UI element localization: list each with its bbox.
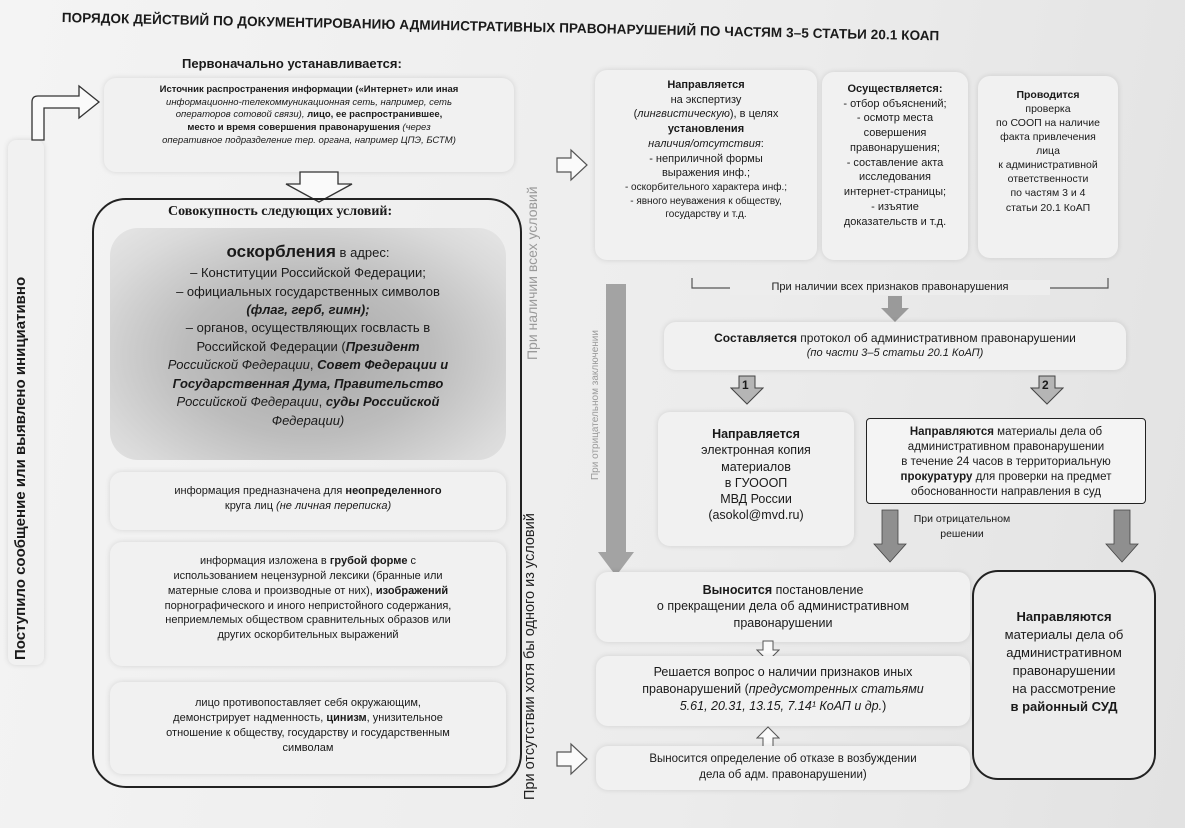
protocol-l1a: Составляется — [714, 331, 797, 345]
insult-box — [110, 228, 506, 460]
court-l6: в районный СУД — [1010, 698, 1118, 714]
all-signs-label: При наличии всех признаков правонарушения — [730, 280, 1050, 295]
expertise-l6: - неприличной формы — [649, 152, 763, 165]
insult-item7: Государственная Дума, Правительство — [172, 375, 444, 391]
court-l1: Направляются — [1016, 609, 1112, 624]
prosecutor-l5: обоснованности направления в суд — [910, 485, 1102, 498]
all-conditions-label: При наличии всех условий — [524, 186, 540, 360]
check-l5: к административной — [998, 159, 1098, 172]
diagram-title: ПОРЯДОК ДЕЙСТВИЙ ПО ДОКУМЕНТИРОВАНИЮ АДМИНИСТРАТИВНЫХ ПРАВОНАРУШЕНИЙ ПО ЧАСТЯМ 3–5 СТАТЬИ 20.1 КОАП — [61, 10, 940, 44]
insult-item9: Федерации) — [271, 412, 345, 428]
copy-l6: (asokol@mvd.ru) — [708, 508, 804, 523]
actions-header: Осуществляется: — [847, 83, 943, 95]
court-l3: административном — [1006, 644, 1122, 660]
insult-title: оскорбления — [226, 242, 336, 261]
cond3-f: изображений — [375, 584, 449, 597]
cond4-d: , унизительное — [366, 711, 443, 724]
protocol-l2: (по части 3–5 статьи 20.1 КоАП) — [806, 347, 984, 360]
prosecutor-box — [866, 418, 1146, 504]
copy-l5: МВД России — [720, 492, 792, 506]
cond2-a: информация предназначена для — [174, 485, 346, 497]
cond3-b: грубой форме — [329, 555, 408, 567]
negative-conclusion-label: При отрицательном заключении — [590, 330, 601, 480]
actions-l5: - составление акта — [846, 156, 944, 169]
insult-item5a: Российской Федерации ( — [196, 338, 346, 354]
insult-item8a: Российской Федерации — [176, 394, 319, 410]
condition-audience-box — [110, 472, 506, 530]
other-l3b: ) — [882, 698, 887, 713]
actions-l1: - отбор объяснений; — [843, 97, 947, 110]
termination-l1b: постановление — [772, 583, 864, 597]
cond4-c: цинизм — [326, 711, 367, 724]
initial-line3: операторов сотовой связи), — [175, 109, 305, 121]
other-l3: 5.61, 20.31, 13.15, 7.14¹ КоАП и др. — [679, 698, 883, 713]
cond3-a: информация изложена в — [199, 555, 330, 567]
down-arrow-icon — [1104, 508, 1140, 564]
expertise-l7: выражения инф.; — [661, 167, 751, 180]
check-l1: проверка — [1025, 103, 1071, 116]
expertise-box — [595, 70, 817, 260]
cond3-d: использованием нецензурной лексики (бранные или — [173, 569, 443, 582]
cond2-d: (не личная переписка) — [273, 499, 392, 512]
initial-header: Первоначально устанавливается: — [182, 56, 402, 71]
expertise-l5b: : — [760, 137, 764, 150]
protocol-box — [664, 322, 1126, 370]
check-l4: лица — [1036, 145, 1060, 158]
other-l2a: правонарушений ( — [642, 681, 749, 696]
other-offences-box — [596, 656, 970, 726]
copy-l3: материалов — [721, 459, 791, 474]
other-l2b: предусмотренных статьями — [748, 681, 924, 696]
initial-line3b: лицо, ее распространившее, — [304, 109, 443, 121]
refusal-box — [596, 746, 970, 790]
expertise-l10: государству и т.д. — [665, 208, 747, 220]
insult-item6c: Совет Федерации и — [317, 357, 449, 373]
insult-item1: – Конституции Российской Федерации; — [190, 265, 426, 281]
cond2-b: неопределенного — [345, 485, 442, 497]
expertise-l3c: ), в целях — [729, 108, 779, 121]
initial-line5: оперативное подразделение тер. органа, например ЦПЭ, БСТМ) — [162, 134, 456, 146]
insult-item5b: Президент — [345, 338, 420, 354]
termination-l1a: Выносится — [702, 583, 773, 597]
prosecutor-l1a: Направляются — [909, 426, 994, 438]
check-l6: ответственности — [1007, 173, 1089, 186]
right-arrow-icon — [555, 148, 589, 182]
actions-l2: - осмотр места — [856, 112, 934, 125]
cond4-f: символам — [282, 741, 334, 754]
expertise-l9: - явного неуважения к обществу, — [630, 195, 782, 207]
initial-line1: Источник распространения информации («Интернет» или иная — [159, 84, 459, 95]
conditions-header: Совокупность следующих условий: — [168, 204, 393, 219]
copy-l2: электронная копия — [701, 443, 811, 458]
court-box — [972, 570, 1156, 780]
insult-item6a: Российской Федерации — [167, 357, 310, 373]
expertise-l5: наличия/отсутствия — [648, 137, 761, 150]
bent-arrow-icon — [24, 80, 104, 150]
prosecutor-l3: в течение 24 часов в территориальную — [901, 455, 1111, 468]
actions-box — [822, 72, 968, 260]
initial-line4: место и время совершения правонарушения — [187, 121, 400, 133]
missing-condition-label: При отсутствии хотя бы одного из условий — [522, 513, 538, 800]
expertise-l4: установления — [667, 123, 745, 136]
expertise-l8: - оскорбительного характера инф.; — [624, 182, 788, 194]
protocol-l1b: протокол об административном правонарушении — [796, 331, 1076, 345]
expertise-l3b: лингвистическую — [637, 108, 730, 121]
left-trigger-label: Поступило сообщение или выявлено инициативно — [12, 276, 29, 660]
cond4-a: лицо противопоставляет себя окружающим, — [195, 697, 421, 709]
prosecutor-l2: административном правонарушении — [907, 440, 1105, 453]
prosecutor-l4b: для проверки на предмет — [972, 470, 1112, 483]
branch-2-label: 2 — [1042, 378, 1049, 392]
insult-item4: – органов, осуществляющих госвласть в — [185, 320, 431, 336]
copy-l1: Направляется — [712, 427, 800, 441]
actions-l6: исследования — [859, 171, 931, 184]
insult-item8b: , — [318, 394, 326, 410]
initial-line4b: (через — [399, 121, 431, 133]
court-l2: материалы дела об — [1004, 626, 1124, 642]
cond3-c: с — [407, 555, 417, 567]
expertise-l3a: ( — [633, 108, 638, 121]
up-arrow-icon — [756, 726, 780, 748]
insult-item6b: , — [309, 357, 318, 373]
cond3-i: других оскорбительных выражений — [217, 629, 399, 642]
expertise-l2: на экспертизу — [670, 93, 742, 106]
insult-suffix: в адрес: — [335, 245, 390, 260]
copy-l4: в ГУОООП — [724, 475, 788, 490]
termination-l2: о прекращении дела об административном — [656, 599, 910, 614]
refusal-l2: дела об адм. правонарушении) — [699, 768, 867, 781]
cond3-h: неприемлемых обществом сравнительных образов или — [165, 614, 451, 627]
actions-l8: - изъятие — [871, 200, 919, 213]
actions-l7: интернет-страницы; — [843, 186, 947, 199]
right-arrow-icon — [555, 742, 589, 776]
insult-item8c: суды Российской — [325, 394, 440, 410]
check-header: Проводится — [1016, 89, 1080, 101]
negative-decision-label: При отрицательном решении — [913, 513, 1011, 541]
down-arrow-icon — [872, 508, 908, 564]
actions-l9: доказательств и т.д. — [843, 215, 947, 228]
check-box — [978, 76, 1118, 258]
actions-l4: правонарушения; — [850, 141, 940, 154]
branch-1-label: 1 — [742, 378, 749, 392]
initial-box — [104, 78, 514, 172]
cond4-b: демонстрирует надменность, — [173, 711, 327, 724]
check-l7: по частям 3 и 4 — [1010, 187, 1086, 200]
prosecutor-l1b: материалы дела об — [993, 426, 1103, 438]
condition-attitude-box — [110, 682, 506, 774]
check-l8: статьи 20.1 КоАП — [1005, 201, 1091, 214]
other-l1: Решается вопрос о наличии признаков иных — [653, 665, 913, 679]
cond4-e: отношение к обществу, государству и государственным — [166, 726, 450, 739]
cond3-e: матерные слова и производные от них), — [167, 584, 376, 597]
actions-l3: совершения — [863, 127, 927, 140]
cond3-g: порнографического и иного непристойного содержания, — [164, 599, 452, 612]
expertise-l1: Направляется — [667, 79, 745, 91]
initial-line2: информационно-телекоммуникационная сеть, например, сеть — [166, 96, 452, 108]
refusal-l1: Выносится определение об отказе в возбуждении — [649, 753, 917, 765]
termination-box — [596, 572, 970, 642]
copy-box — [658, 412, 854, 546]
court-l5: на рассмотрение — [1012, 680, 1116, 696]
condition-form-box — [110, 542, 506, 666]
insult-item3: (флаг, герб, гимн); — [246, 302, 370, 318]
insult-item2: – официальных государственных символов — [176, 283, 440, 299]
prosecutor-l4a: прокуратуру — [900, 470, 973, 483]
court-l4: правонарушении — [1012, 662, 1116, 678]
check-l3: факта привлечения — [1000, 131, 1096, 144]
check-l2: по СООП на наличие — [996, 117, 1100, 130]
negative-conclusion-arrow — [596, 282, 636, 578]
down-arrow-icon — [880, 294, 910, 324]
cond2-c: круга лиц — [224, 499, 273, 512]
termination-l3: правонарушении — [733, 615, 833, 630]
